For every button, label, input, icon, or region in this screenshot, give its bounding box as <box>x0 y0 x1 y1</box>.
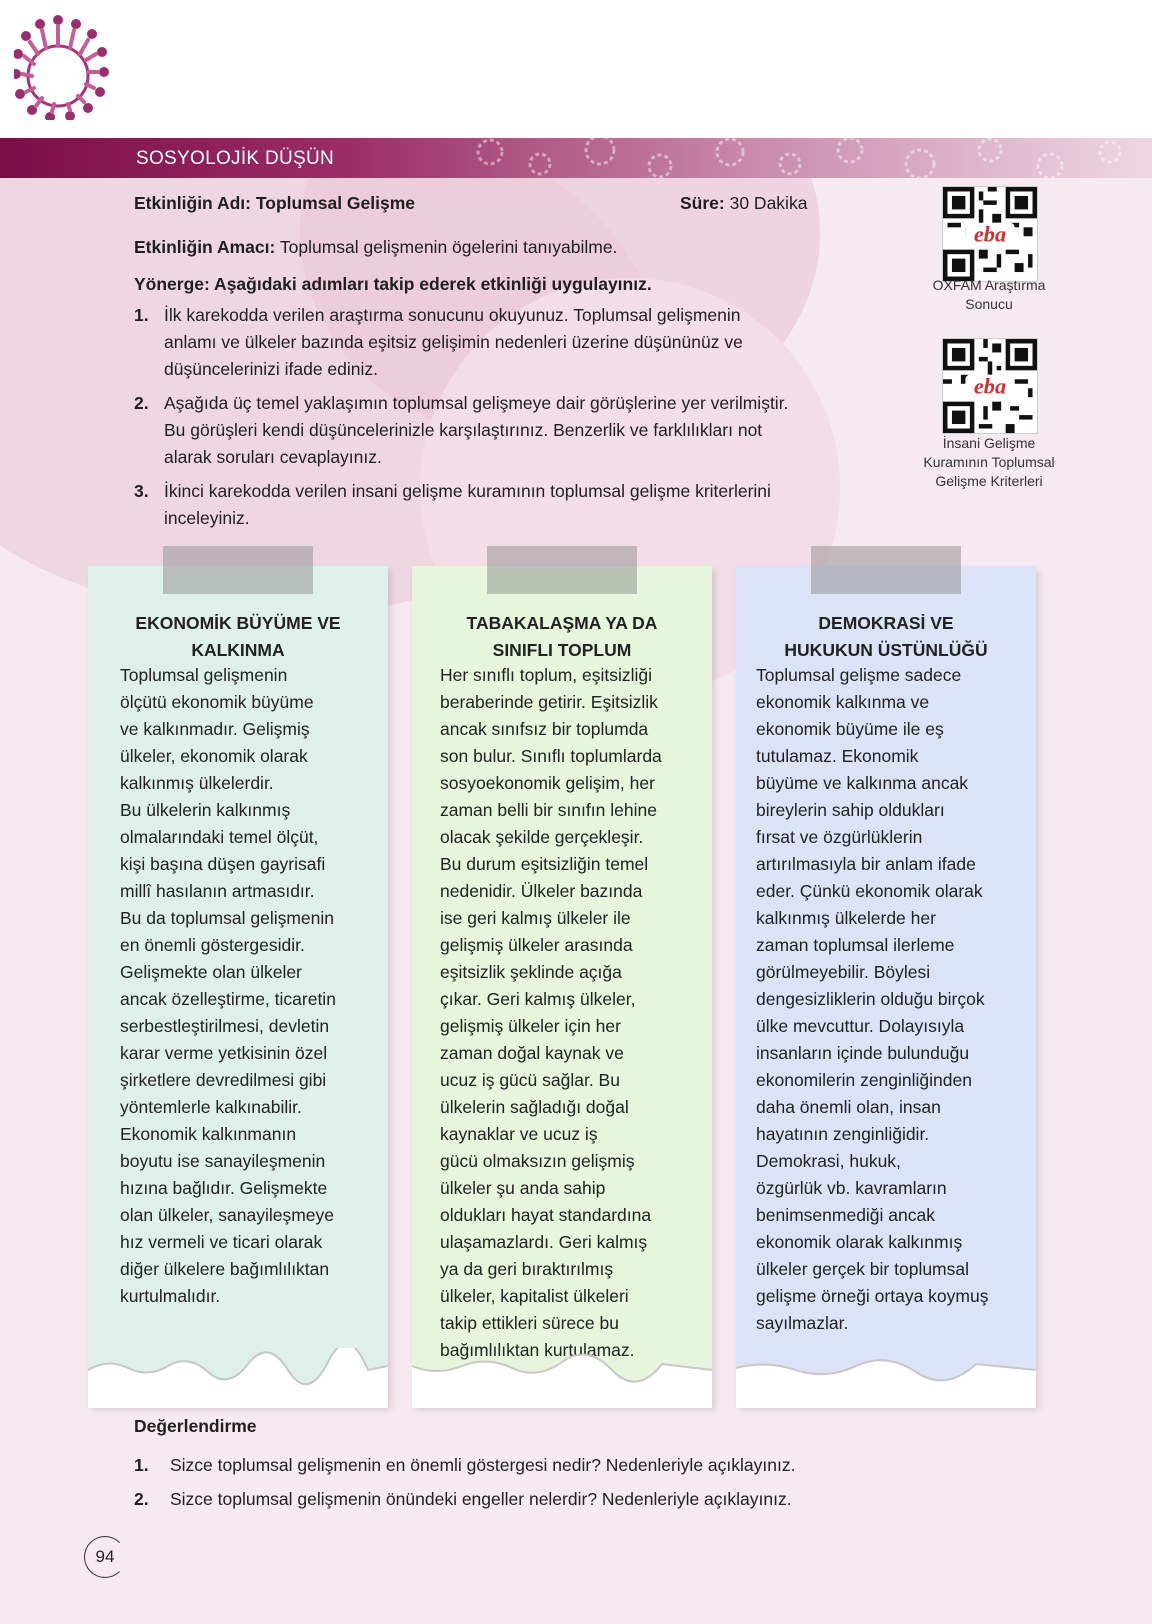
card-text-line: ekonomik kalkınma ve <box>756 692 930 712</box>
duration-value: 30 Dakika <box>729 193 808 213</box>
card-text-line: hız vermeli ve ticari olarak <box>120 1232 323 1252</box>
qr-badge-text: eba <box>973 373 1007 399</box>
card-text-line: Bu durum eşitsizliğin temel <box>440 854 649 874</box>
qr-code-human-development-icon[interactable] <box>942 338 1038 434</box>
activity-name-label: Etkinliğin Adı: <box>134 193 251 213</box>
card-text-line: Demokrasi, hukuk, <box>756 1151 901 1171</box>
card-text-line: sayılmazlar. <box>756 1313 849 1333</box>
card-text-line: bağımlılıktan kurtulamaz. <box>440 1340 635 1360</box>
card-text-line: zaman toplumsal ilerleme <box>756 935 955 955</box>
card-title: DEMOKRASİ VE HUKUKUN ÜSTÜNLÜĞÜ <box>784 613 988 660</box>
tape-decoration <box>811 546 961 594</box>
card-text-line: son bulur. Sınıflı toplumlarda <box>440 746 662 766</box>
card-text-line: gelişmiş ülkeler arasında <box>440 935 633 955</box>
card-text-line: eşitsizlik şeklinde açığa <box>440 962 622 982</box>
card-text-line: ülkeler şu anda sahip <box>440 1178 606 1198</box>
card-text-line: artırılmasıyla bir anlam ifade <box>756 854 976 874</box>
card-text-line: kaynaklar ve ucuz iş <box>440 1124 598 1144</box>
card-text-line: ekonomik büyüme ile eş <box>756 719 944 739</box>
card-text-line: ölçütü ekonomik büyüme <box>120 692 314 712</box>
card-text-line: Bu ülkelerin kalkınmış <box>120 800 291 820</box>
card-text-line: Gelişmekte olan ülkeler <box>120 962 302 982</box>
card-text-line: beraberinde getirir. Eşitsizlik <box>440 692 658 712</box>
purpose-row <box>134 234 617 261</box>
qr-caption: OXFAM Araştırma Sonucu <box>932 277 1046 312</box>
card-text-line: Toplumsal gelişme sadece <box>756 665 962 685</box>
question-number: 1. <box>134 1455 149 1475</box>
card-text-line: ulaşamazlardı. Geri kalmış <box>440 1232 648 1252</box>
card-text-line: eder. Çünkü ekonomik olarak <box>756 881 983 901</box>
card-text-line: gücü olmaksızın gelişmiş <box>440 1151 635 1171</box>
tape-decoration <box>487 546 637 594</box>
card-text-line: karar verme yetkisinin özel <box>120 1043 328 1063</box>
card-text-line: Bu da toplumsal gelişmenin <box>120 908 335 928</box>
card-text-line: yöntemlerle kalkınabilir. <box>120 1097 302 1117</box>
card-text-line: kurtulmalıdır. <box>120 1286 221 1306</box>
card-title: EKONOMİK BÜYÜME VE KALKINMA <box>135 613 341 660</box>
step-line: İkinci karekodda verilen insani gelişme kuramının toplumsal gelişme kriterlerini <box>164 481 771 501</box>
step-number: 1. <box>134 305 149 325</box>
card-text-line: ekonomik olarak kalkınmış <box>756 1232 963 1252</box>
purpose-value: Toplumsal gelişmenin ögelerini tanıyabilme. <box>279 237 618 257</box>
card-text-line: ancak sınıfsız bir toplumda <box>440 719 649 739</box>
card-text-line: ekonomilerin zenginliğinden <box>756 1070 972 1090</box>
torn-edge-icon <box>736 1348 1036 1408</box>
question-number: 2. <box>134 1489 149 1509</box>
card-text-line: Ekonomik kalkınmanın <box>120 1124 297 1144</box>
activity-name-value: Toplumsal Gelişme <box>255 193 416 213</box>
card-text-line: takip ettikleri sürece bu <box>440 1313 619 1333</box>
card-text-line: özgürlük vb. kavramların <box>756 1178 947 1198</box>
card-text-line: kalkınmış ülkelerdir. <box>120 773 274 793</box>
card-text-line: ucuz iş gücü sağlar. Bu <box>440 1070 620 1090</box>
card-text-line: sosyoekonomik gelişim, her <box>440 773 655 793</box>
card-text-line: kalkınmış ülkelerde her <box>756 908 936 928</box>
card-title: TABAKALAŞMA YA DA SINIFLI TOPLUM <box>466 613 658 660</box>
card-text-line: ülkelerin sağladığı doğal <box>440 1097 629 1117</box>
card-text-line: olacak şekilde gerçekleşir. <box>440 827 644 847</box>
card-text-line: görülmeyebilir. Böylesi <box>756 962 931 982</box>
qr-badge-text: eba <box>973 221 1007 247</box>
card-economic-growth <box>88 566 388 1406</box>
step-line: Bu görüşleri kendi düşüncelerinizle karşılaştırınız. Benzerlik ve farklılıkları not <box>164 420 763 440</box>
card-text-line: Toplumsal gelişmenin <box>120 665 288 685</box>
duration-label: Süre: <box>680 193 725 213</box>
step-line: inceleyiniz. <box>164 508 250 528</box>
card-text-line: millî hasılanın artmasıdır. <box>120 881 315 901</box>
card-text-line: hızına bağlıdır. Gelişmekte <box>120 1178 328 1198</box>
card-text-line: ancak özelleştirme, ticaretin <box>120 989 336 1009</box>
step-line: alarak soruları cevaplayınız. <box>164 447 382 467</box>
card-text-line: diğer ülkelere bağımlılıktan <box>120 1259 330 1279</box>
card-text-line: ülkeler gerçek bir toplumsal <box>756 1259 970 1279</box>
card-text-line: çıkar. Geri kalmış ülkeler, <box>440 989 636 1009</box>
step-line: anlamı ve ülkeler bazında eşitsiz gelişimin nedenleri üzerine düşününüz ve <box>164 332 743 352</box>
card-text-line: ülkeler, ekonomik olarak <box>120 746 308 766</box>
step-number: 3. <box>134 481 149 501</box>
card-text-line: zaman doğal kaynak ve <box>440 1043 624 1063</box>
people-ring-logo-icon <box>14 12 110 120</box>
card-text-line: boyutu ise sanayileşmenin <box>120 1151 326 1171</box>
card-text-line: ülkeler, kapitalist ülkeleri <box>440 1286 629 1306</box>
page-number: 94 <box>84 1536 126 1578</box>
card-text-line: Her sınıflı toplum, eşitsizliği <box>440 665 653 685</box>
step-line: Aşağıda üç temel yaklaşımın toplumsal gelişmeye dair görüşlerine yer verilmiştir. <box>164 393 789 413</box>
card-text-line: olmalarındaki temel ölçüt, <box>120 827 319 847</box>
purpose-label: Etkinliğin Amacı: <box>134 237 276 257</box>
card-text-line: hayatının zenginliğidir. <box>756 1124 930 1144</box>
card-text-line: nedenidir. Ülkeler bazında <box>440 881 643 901</box>
activity-name-row <box>134 190 415 217</box>
card-text-line: serbestleştirilmesi, devletin <box>120 1016 330 1036</box>
card-text-line: fırsat ve özgürlüklerin <box>756 827 923 847</box>
card-text-line: gelişmiş ülkeler için her <box>440 1016 621 1036</box>
card-text-line: tutulamaz. Ekonomik <box>756 746 919 766</box>
card-text-line: ülke mevcuttur. Dolayısıyla <box>756 1016 965 1036</box>
card-text-line: bireylerin sahip oldukları <box>756 800 945 820</box>
card-text-line: benimsenmediği ancak <box>756 1205 935 1225</box>
section-title: SOSYOLOJİK DÜŞÜN <box>136 148 335 169</box>
card-text-line: büyüme ve kalkınma ancak <box>756 773 969 793</box>
card-text-line: kişi başına düşen gayrisafi <box>120 854 326 874</box>
gears-decoration-icon <box>430 138 1152 178</box>
card-stratification <box>412 566 712 1406</box>
card-body <box>756 662 988 1337</box>
step-line: İlk karekodda verilen araştırma sonucunu okuyunuz. Toplumsal gelişmenin <box>164 305 741 325</box>
card-body <box>120 662 336 1310</box>
card-text-line: olan ülkeler, sanayileşmeye <box>120 1205 335 1225</box>
torn-edge-icon <box>412 1348 712 1408</box>
card-text-line: insanların içinde bulunduğu <box>756 1043 970 1063</box>
qr-code-oxfam-icon[interactable] <box>942 186 1038 282</box>
card-text-line: en önemli göstergesidir. <box>120 935 305 955</box>
card-text-line: daha önemli olan, insan <box>756 1097 941 1117</box>
duration-row <box>680 190 807 217</box>
step-number: 2. <box>134 393 149 413</box>
question-text: Sizce toplumsal gelişmenin önündeki engeller nelerdir? Nedenleriyle açıklayınız. <box>170 1489 792 1509</box>
card-text-line: zaman belli bir sınıfın lehine <box>440 800 657 820</box>
question-text: Sizce toplumsal gelişmenin en önemli göstergesi nedir? Nedenleriyle açıklayınız. <box>170 1455 796 1475</box>
card-text-line: oldukları hayat standardına <box>440 1205 652 1225</box>
qr-caption: İnsani Gelişme Kuramının Toplumsal Gelişme Kriterleri <box>923 435 1055 489</box>
card-text-line: ise geri kalmış ülkeler ile <box>440 908 631 928</box>
torn-edge-icon <box>88 1348 388 1408</box>
card-text-line: şirketlere devredilmesi gibi <box>120 1070 327 1090</box>
card-text-line: dengesizliklerin olduğu birçok <box>756 989 985 1009</box>
card-text-line: ve kalkınmadır. Gelişmiş <box>120 719 310 739</box>
card-body <box>440 662 662 1364</box>
tape-decoration <box>163 546 313 594</box>
evaluation-title: Değerlendirme <box>134 1416 257 1436</box>
step-line: düşüncelerinizi ifade ediniz. <box>164 359 379 379</box>
card-text-line: gelişme örneği ortaya koymuş <box>756 1286 989 1306</box>
card-democracy <box>736 566 1036 1406</box>
instruction: Yönerge: Aşağıdaki adımları takip ederek etkinliği uygulayınız. <box>134 274 652 294</box>
card-text-line: ya da geri bıraktırılmış <box>440 1259 614 1279</box>
